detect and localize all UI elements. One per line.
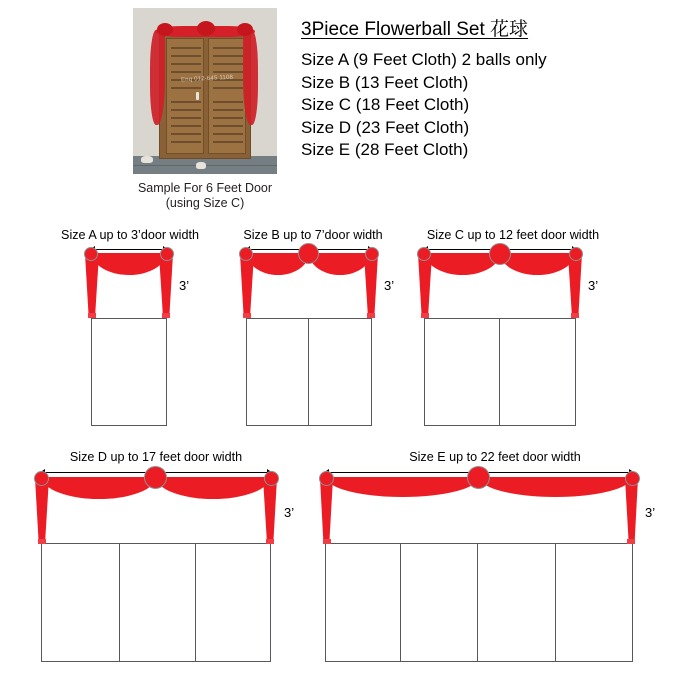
spec-line-size-d: Size D (23 Feet Cloth) [301, 117, 470, 137]
spec-list-block [301, 18, 677, 162]
sample-door-photo [133, 8, 277, 174]
spec-line-size-e: Size E (28 Feet Cloth) [301, 140, 469, 159]
diagram-size-d-swag-1 [42, 477, 156, 499]
diagram-size-c-fringe-left [421, 313, 429, 318]
product-title: 3Piece Flowerball Set 花球 [301, 19, 529, 40]
diagram-size-d-tail-left [35, 478, 49, 542]
diagram-size-a-ball-right [160, 247, 174, 261]
diagram-size-e-label: Size E up to 22 feet door width [409, 450, 581, 464]
diagram-size-a-fringe-left [88, 313, 96, 318]
photo-door-knob [196, 92, 199, 100]
photo-shoe-left [141, 156, 153, 163]
diagram-size-e-door-divider-1 [400, 543, 401, 662]
diagram-size-d-door-divider-1 [119, 543, 120, 662]
diagram-size-b-fringe-right [367, 313, 375, 318]
diagram-size-e-tail-left [320, 478, 333, 542]
diagram-size-c [400, 228, 626, 428]
diagram-size-a-fringe-right [162, 313, 170, 318]
diagram-size-e-door-divider-3 [555, 543, 556, 662]
diagram-size-b-drop-label: 3’ [384, 278, 395, 293]
diagram-size-d-tail-right [263, 478, 277, 542]
photo-door-leaf-right [208, 38, 246, 154]
diagram-size-b-tail-right [364, 254, 378, 316]
caption-line-1: Sample For 6 Feet Door [137, 181, 273, 195]
diagram-size-a-tail-left [85, 254, 99, 316]
diagram-size-d-fringe-left [38, 539, 46, 544]
diagram-size-e-drop-label: 3’ [645, 505, 656, 520]
diagram-size-d-ball-left [34, 471, 49, 486]
diagram-size-d-ball-right [264, 471, 279, 486]
product-header-section [0, 0, 677, 222]
spec-line-size-a: Size A (9 Feet Cloth) 2 balls only [301, 50, 547, 69]
photo-flowerball-center [197, 21, 215, 36]
diagram-size-c-drop-label: 3’ [588, 278, 599, 293]
photo-flowerball-right [237, 23, 253, 36]
diagram-size-c-label: Size C up to 12 feet door width [426, 228, 600, 242]
diagram-size-a-drop-label: 3’ [179, 278, 190, 293]
diagram-size-b-label: Size B up to 7’door width [243, 228, 383, 242]
diagram-size-d-fringe-right [266, 539, 274, 544]
diagram-size-b-fringe-left [243, 313, 251, 318]
diagram-size-e-swag-2 [479, 477, 632, 497]
diagram-size-d-door-divider-2 [195, 543, 196, 662]
diagram-size-a-tail-right [159, 254, 173, 316]
diagram-size-e-ball-center [467, 466, 490, 489]
diagram-size-a-swag-1 [92, 253, 166, 275]
diagram-size-d [26, 450, 295, 672]
diagram-size-c-swag-2 [500, 253, 575, 275]
diagram-size-e-fringe-right [627, 539, 635, 544]
photo-drape-right [243, 30, 258, 125]
diagram-size-a [42, 228, 218, 428]
diagram-size-e-fringe-left [323, 539, 331, 544]
photo-drape-left [150, 30, 165, 125]
sample-photo-block [123, 8, 287, 211]
caption-line-2: (using Size C) [165, 196, 245, 210]
diagram-size-d-door [41, 543, 271, 662]
diagram-size-c-tail-left [418, 254, 432, 316]
diagram-size-a-label: Size A up to 3’door width [61, 228, 199, 242]
diagram-size-e-door [325, 543, 633, 662]
sample-photo-caption [123, 181, 287, 211]
diagram-size-e [310, 450, 670, 672]
diagram-size-c-ball-right [569, 247, 583, 261]
diagram-size-d-label: Size D up to 17 feet door width [69, 450, 243, 464]
diagram-size-e-ball-right [625, 471, 640, 486]
diagram-size-e-tail-right [625, 478, 638, 542]
diagram-size-d-ball-center [144, 466, 167, 489]
diagram-size-e-door-divider-2 [477, 543, 478, 662]
diagram-size-b-ball-center [298, 243, 319, 264]
diagram-size-c-tail-right [568, 254, 582, 316]
diagram-size-b-ball-right [365, 247, 379, 261]
photo-watermark: Enq 012-645 1108 [180, 74, 234, 84]
diagram-size-c-ball-left [417, 247, 431, 261]
photo-door-frame [159, 31, 251, 159]
diagram-size-a-ball-left [84, 247, 98, 261]
diagram-size-b-ball-left [239, 247, 253, 261]
diagram-size-d-swag-2 [156, 477, 270, 499]
spec-line-size-c: Size C (18 Feet Cloth) [301, 95, 470, 114]
spec-line-size-b: Size B (13 Feet Cloth) [301, 72, 469, 92]
diagram-size-b [218, 228, 408, 428]
diagram-size-a-door [91, 318, 167, 426]
diagram-size-b-tail-left [240, 254, 254, 316]
diagram-size-c-ball-center [489, 243, 511, 265]
diagram-size-e-ball-left [319, 471, 334, 486]
diagram-size-c-door-divider-1 [499, 318, 500, 426]
diagram-size-e-swag-1 [326, 477, 479, 497]
diagram-size-c-fringe-right [571, 313, 579, 318]
diagram-size-d-drop-label: 3’ [284, 505, 295, 520]
photo-flowerball-left [157, 23, 173, 36]
diagram-size-b-door-divider-1 [308, 318, 309, 426]
photo-shoe-right [196, 162, 206, 169]
